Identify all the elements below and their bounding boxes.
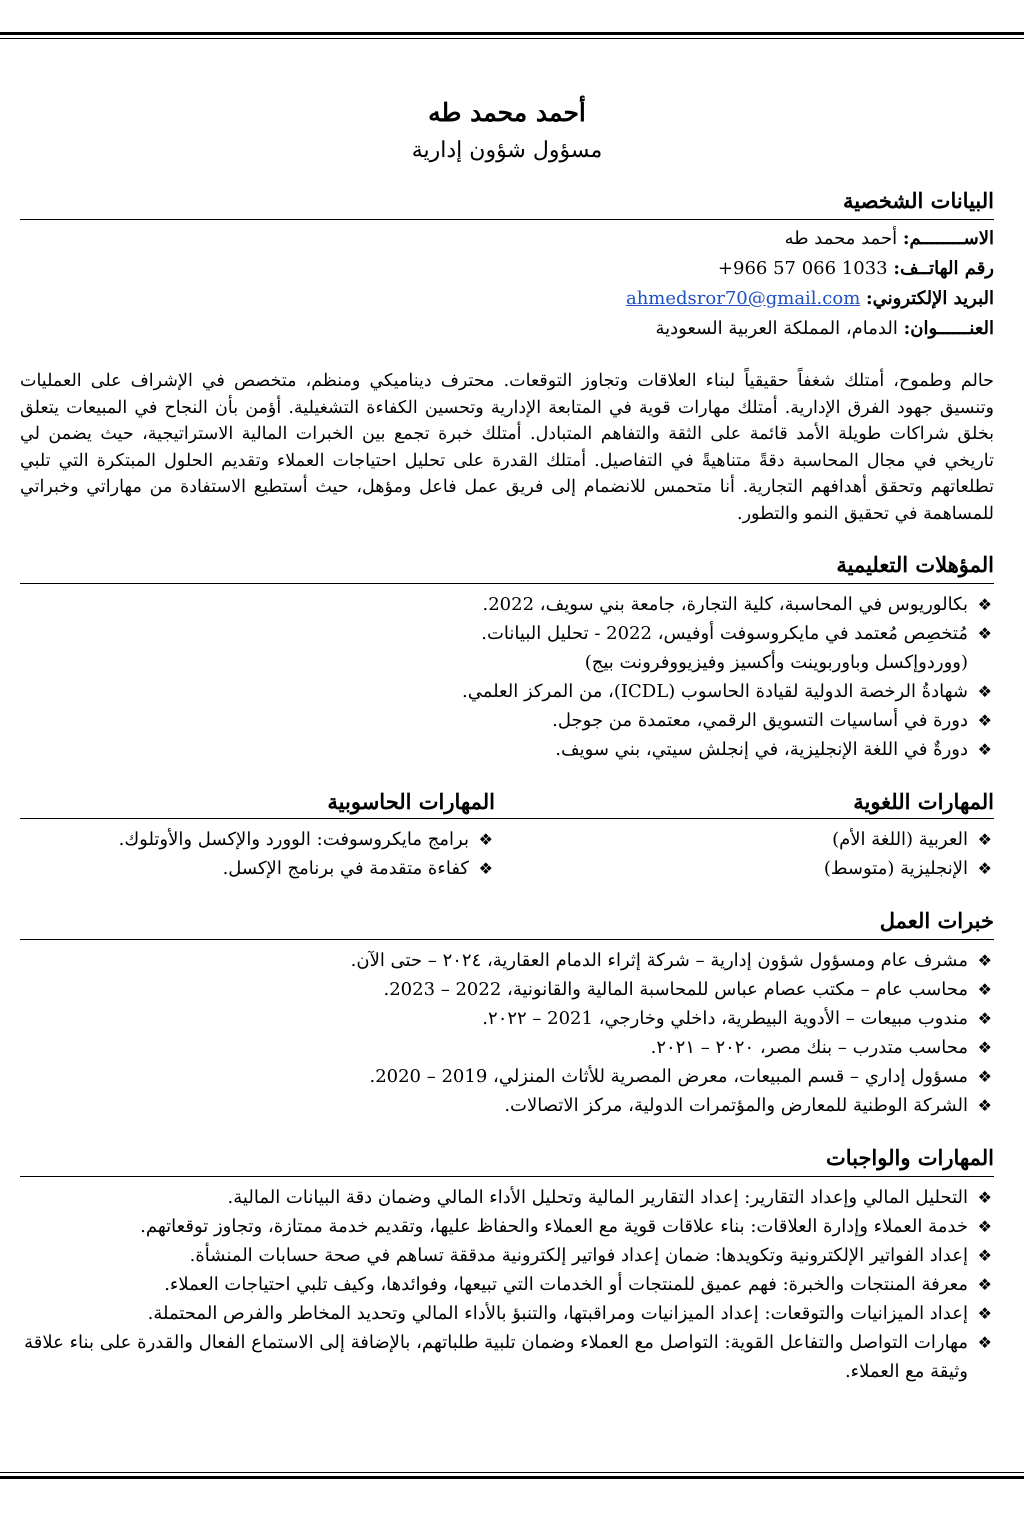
diamond-bullet-icon: ❖ bbox=[977, 1009, 992, 1028]
diamond-bullet-icon: ❖ bbox=[478, 859, 493, 878]
skills-list bbox=[20, 1183, 994, 1386]
profile-summary: حالم وطموح، أمتلك شغفاً حقيقياً لبناء العلاقات وتجاوز التوقعات. محترف ديناميكي ومنظم، متخصص في الإشراف على العمليات وتنسيق جهود الفرق الإدارية. أمتلك مهارات قوية في المتابعة الإدارية وتحسين الكفاءة التشغيلية. أؤمن بأن النجاح في المبيعات يتعلق بخلق شراكات طويلة الأمد قائمة على الثقة والتفاهم المتبادل. أمتلك خبرة تجمع بين الخبرات المالية الاستراتيجية، حيث يضمن لي تاريخي في مجال المحاسبة دقةً متناهيةً في التفاصيل. أمتلك القدرة على تحليل احتياجات العملاء وتقديم الحلول المبتكرة التي تلبي تطلعاتهم وتحقق أهدافهم التجارية. أنا متحمس للانضمام إلى فريق عمل فاعل ومؤهل، حيث أستطيع الاستفادة من مهاراتي وخبراتي للمساهمة في تحقيق النمو والتطور. bbox=[20, 371, 995, 524]
personal-info bbox=[20, 224, 994, 344]
diamond-bullet-icon: ❖ bbox=[977, 1275, 992, 1294]
info-phone-row bbox=[20, 254, 994, 284]
experience-item: ❖ مشرف عام ومسؤول شؤون إدارية – شركة إثراء الدمام العقارية، ٢٠٢٤ – حتى الآن. bbox=[20, 946, 994, 975]
skills-heading: المهارات والواجبات bbox=[20, 1142, 994, 1177]
info-address-row bbox=[20, 314, 994, 344]
skills-columns-headings bbox=[20, 786, 994, 820]
education-subline: (ووردوإكسل وباوربوينت وأكسيز وفيزيووفرونت بيج) bbox=[584, 652, 968, 673]
education-list bbox=[20, 590, 994, 764]
diamond-bullet-icon: ❖ bbox=[977, 980, 992, 999]
diamond-bullet-icon: ❖ bbox=[977, 1067, 992, 1086]
computer-heading: المهارات الحاسوبية bbox=[327, 789, 495, 814]
info-address-label: العنــــــوان: bbox=[903, 318, 994, 339]
experience-item: ❖ محاسب عام – مكتب عصام عباس للمحاسبة المالية والقانونية، 2022 – 2023. bbox=[20, 975, 994, 1004]
top-double-rule bbox=[0, 32, 1024, 42]
experience-item: ❖ مندوب مبيعات – الأدوية البيطرية، داخلي وخارجي، 2021 – ٢٠٢٢. bbox=[20, 1004, 994, 1033]
diamond-bullet-icon: ❖ bbox=[977, 1038, 992, 1057]
diamond-bullet-icon: ❖ bbox=[977, 740, 992, 759]
bottom-double-rule bbox=[0, 1472, 1024, 1482]
info-address-value: الدمام، المملكة العربية السعودية bbox=[655, 318, 898, 339]
diamond-bullet-icon: ❖ bbox=[977, 951, 992, 970]
computer-skill-item: ❖ برامج مايكروسوفت: الوورد والإكسل والأوتلوك. bbox=[20, 825, 495, 854]
experience-item: ❖ مسؤول إداري – قسم المبيعات، معرض المصرية للأثاث المنزلي، 2019 – 2020. bbox=[20, 1062, 994, 1091]
experience-item: ❖ محاسب متدرب – بنك مصر، ٢٠٢٠ – ٢٠٢١. bbox=[20, 1033, 994, 1062]
diamond-bullet-icon: ❖ bbox=[977, 1333, 992, 1352]
diamond-bullet-icon: ❖ bbox=[977, 1304, 992, 1323]
candidate-job-title: مسؤول شؤون إدارية bbox=[411, 138, 603, 163]
skill-item: ❖ إعداد الفواتير الإلكترونية وتكويدها: ضمان إعداد فواتير إلكترونية مدققة تساهم في صحة حسابات المنشأة. bbox=[20, 1241, 994, 1270]
languages-list bbox=[519, 825, 994, 883]
skill-item: ❖ إعداد الميزانيات والتوقعات: إعداد الميزانيات ومراقبتها، والتنبؤ بالأداء المالي وتحديد المخاطر والفرص المحتملة. bbox=[20, 1299, 994, 1328]
info-phone-value: +966 57 066 1033 bbox=[717, 258, 888, 279]
diamond-bullet-icon: ❖ bbox=[977, 682, 992, 701]
experience-item: ❖ الشركة الوطنية للمعارض والمؤتمرات الدولية، مركز الاتصالات. bbox=[20, 1091, 994, 1120]
info-email-row bbox=[20, 284, 994, 314]
diamond-bullet-icon: ❖ bbox=[977, 624, 992, 643]
experience-list bbox=[20, 946, 994, 1120]
personal-heading: البيانات الشخصية bbox=[20, 185, 994, 220]
diamond-bullet-icon: ❖ bbox=[977, 1217, 992, 1236]
language-item: ❖ العربية (اللغة الأم) bbox=[519, 825, 994, 854]
languages-heading: المهارات اللغوية bbox=[853, 789, 994, 814]
diamond-bullet-icon: ❖ bbox=[977, 1096, 992, 1115]
candidate-name: أحمد محمد طه bbox=[428, 98, 586, 127]
info-name-label: الاســــــــم: bbox=[902, 228, 994, 249]
skill-item: ❖ التحليل المالي وإعداد التقارير: إعداد التقارير المالية وتحليل الأداء المالي وضمان دقة البيانات المالية. bbox=[20, 1183, 994, 1212]
info-phone-label: رقم الهاتــف: bbox=[893, 258, 994, 279]
email-link[interactable]: ahmedsror70@gmail.com bbox=[625, 288, 861, 309]
education-item: ❖ بكالوريوس في المحاسبة، كلية التجارة، جامعة بني سويف، 2022. bbox=[20, 590, 994, 619]
experience-heading: خبرات العمل bbox=[20, 905, 994, 940]
diamond-bullet-icon: ❖ bbox=[977, 830, 992, 849]
diamond-bullet-icon: ❖ bbox=[977, 1246, 992, 1265]
skill-item: ❖ خدمة العملاء وإدارة العلاقات: بناء علاقات قوية مع العملاء والحفاظ عليها، وتقديم خدمة ممتازة، وتجاوز توقعاتهم. bbox=[20, 1212, 994, 1241]
education-heading: المؤهلات التعليمية bbox=[20, 549, 994, 584]
education-item: ❖ شهادةُ الرخصة الدولية لقيادة الحاسوب (ICDL)، من المركز العلمي. bbox=[20, 677, 994, 706]
skills-columns bbox=[20, 819, 994, 883]
computer-skills-list bbox=[20, 825, 495, 883]
skill-item: ❖ معرفة المنتجات والخبرة: فهم عميق للمنتجات أو الخدمات التي تبيعها، وفوائدها، وكيف تلبي احتياجات العملاء. bbox=[20, 1270, 994, 1299]
info-email-label: البريد الإلكتروني: bbox=[866, 288, 994, 309]
skill-item: ❖ مهارات التواصل والتفاعل القوية: التواصل مع العملاء وضمان تلبية طلباتهم، بالإضافة إلى الاستماع الفعال والقدرة على بناء علاقة وثيقة مع العملاء. bbox=[20, 1328, 994, 1386]
language-item: ❖ الإنجليزية (متوسط) bbox=[519, 854, 994, 883]
resume-page bbox=[20, 95, 994, 1386]
info-name-value: أحمد محمد طه bbox=[784, 228, 898, 249]
computer-skill-item: ❖ كفاءة متقدمة في برنامج الإكسل. bbox=[20, 854, 495, 883]
education-item: ❖ دورةٌ في اللغة الإنجليزية، في إنجلش سيتي، بني سويف. bbox=[20, 735, 994, 764]
diamond-bullet-icon: ❖ bbox=[478, 830, 493, 849]
diamond-bullet-icon: ❖ bbox=[977, 595, 992, 614]
education-item: ❖ مُتخصِص مُعتمد في مايكروسوفت أوفيس، 2022 - تحليل البيانات. (ووردوإكسل وباوربوينت وأكسيز وفيزيووفرونت بيج) bbox=[20, 619, 994, 677]
diamond-bullet-icon: ❖ bbox=[977, 1188, 992, 1207]
education-item: ❖ دورة في أساسيات التسويق الرقمي، معتمدة من جوجل. bbox=[20, 706, 994, 735]
diamond-bullet-icon: ❖ bbox=[977, 711, 992, 730]
diamond-bullet-icon: ❖ bbox=[977, 859, 992, 878]
info-name-row bbox=[20, 224, 994, 254]
